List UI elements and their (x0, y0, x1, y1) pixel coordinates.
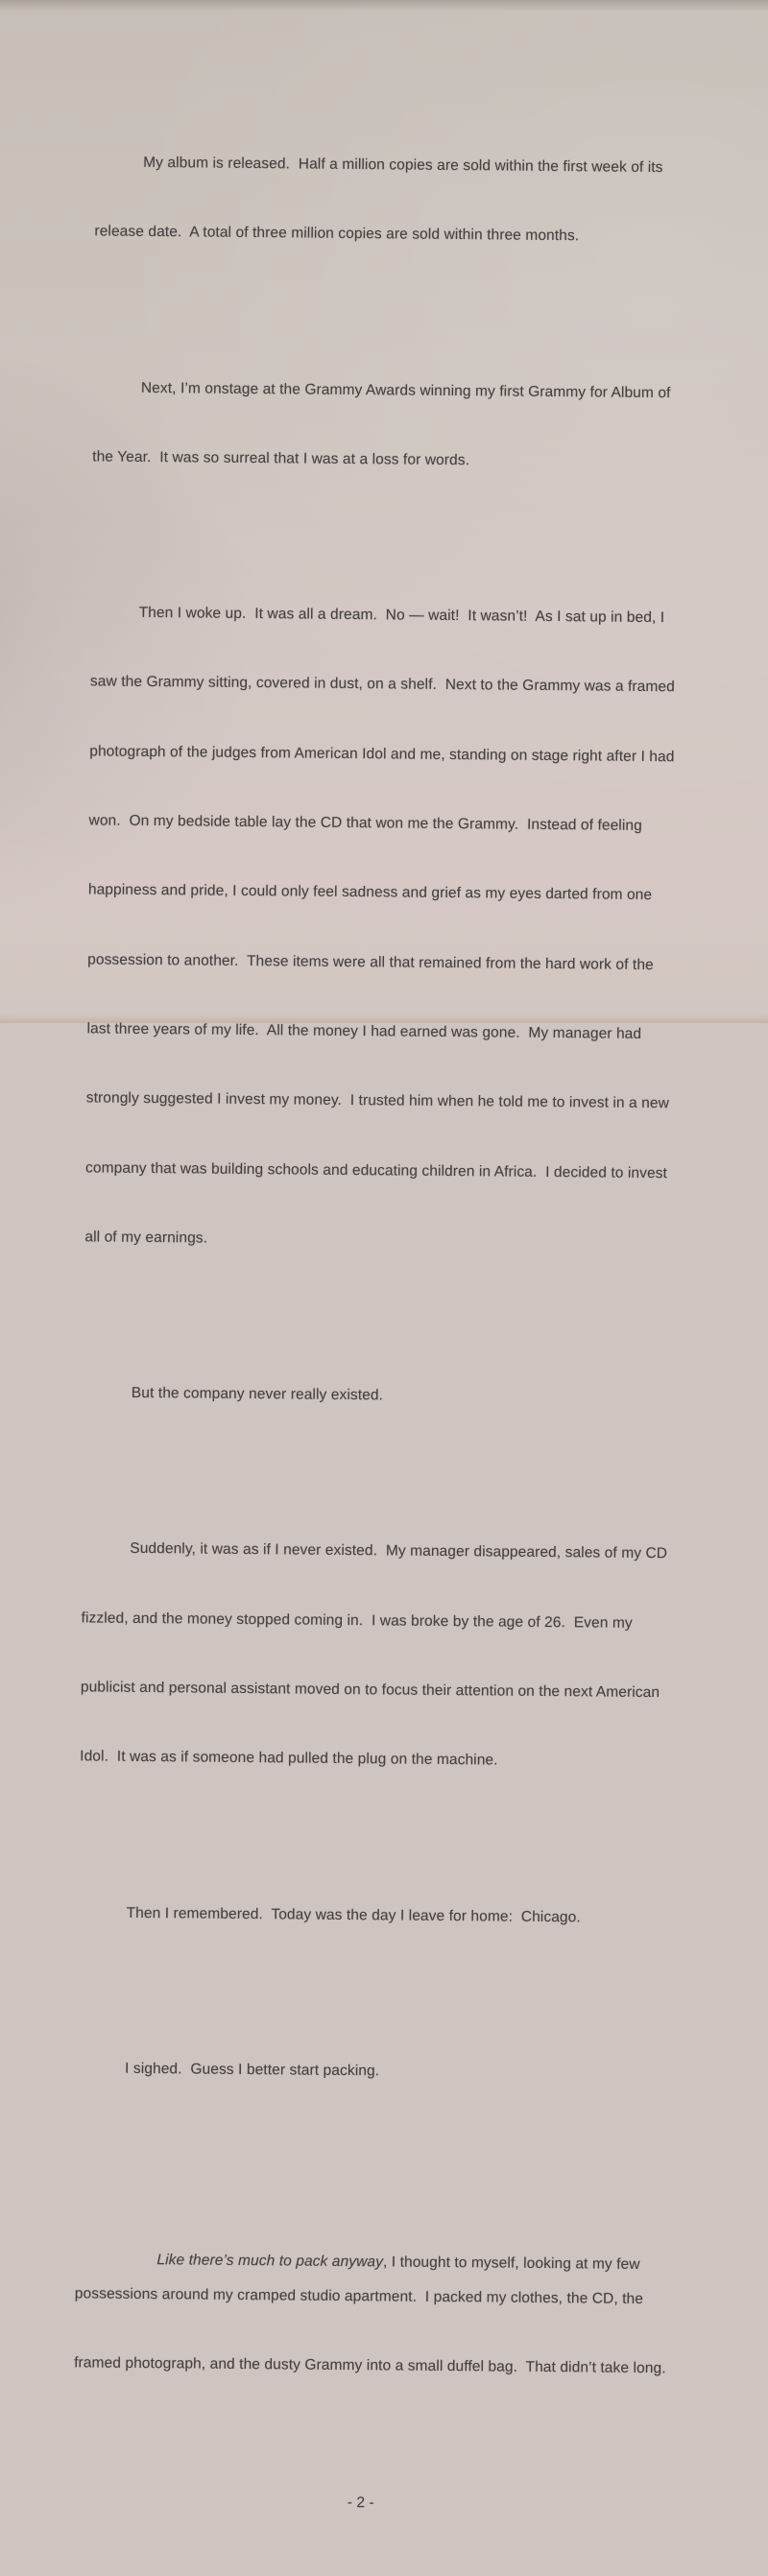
italic-phrase: Like there’s much to pack anyway (156, 2251, 384, 2270)
paragraph (94, 110, 691, 290)
document-line: But the company never really existed. (131, 1384, 384, 1404)
document-line: saw the Grammy sitting, covered in dust, on a shelf. Next to the Grammy was a framed (89, 673, 675, 696)
document-line: company that was building schools and educating children in Africa. I decided to invest (85, 1158, 668, 1181)
document-line: Idol. It was as if someone had pulled the plug on the machine. (80, 1748, 498, 1769)
document-line: possession to another. These items were all that remained from the hard work of the (87, 951, 654, 973)
document-line: Next, I’m onstage at the Grammy Awards winning my first Grammy for Album of (140, 379, 671, 401)
document-line: Then I woke up. It was all a dream. No — wait! It wasn’t! As I sat up in bed, I (138, 605, 665, 627)
document-line: won. On my bedside table lay the CD that won me the Grammy. Instead of feeling (88, 812, 642, 834)
paragraph (74, 2173, 671, 2421)
document-line: strongly suggested I invest my money. I trusted him when he told me to invest in a new (85, 1089, 670, 1112)
document-line: framed photograph, and the dusty Grammy into a small duffel bag. That didn’t take long. (74, 2354, 666, 2377)
document-line: photograph of the judges from American Idol and me, standing on stage right after I had (89, 743, 675, 766)
paragraph (80, 1497, 678, 1815)
document-line: My album is released. Half a million copies are sold within the first week of its (143, 154, 663, 177)
document-line: all of my earnings. (84, 1228, 208, 1247)
document-line: possessions around my cramped studio apartment. I packed my clothes, the CD, the (74, 2284, 644, 2307)
document-line: I sighed. Guess I better start packing. (125, 2060, 380, 2080)
paragraph (84, 561, 686, 1296)
page-number: - 2 - (347, 2494, 374, 2512)
document-line: last three years of my life. All the money I had earned was gone. My manager had (86, 1020, 642, 1042)
document-line: Then I remembered. Today was the day I leave for home: Chicago. (126, 1904, 581, 1925)
document-line: fizzled, and the money stopped coming in. I was broke by the age of 26. Even my (81, 1610, 633, 1632)
document-line: publicist and personal assistant moved on to focus their attention on the next American (80, 1679, 660, 1702)
document-line (75, 2207, 670, 2273)
document-line: Suddenly, it was as if I never existed. My manager disappeared, sales of my CD (130, 1540, 668, 1562)
line-continuation: , I thought to myself, looking at my few (382, 2253, 640, 2273)
paragraph (77, 2016, 673, 2126)
document-line: the Year. It was so surreal that I was at a loss for words. (92, 448, 470, 469)
document-line: release date. A total of three million copies are sold within three months. (94, 223, 580, 245)
manuscript-text (72, 59, 691, 2575)
paragraph (78, 1861, 674, 1970)
paragraph (83, 1342, 679, 1451)
paragraph (92, 336, 689, 515)
document-line: happiness and pride, I could only feel sadness and grief as my eyes darted from one (87, 881, 653, 904)
